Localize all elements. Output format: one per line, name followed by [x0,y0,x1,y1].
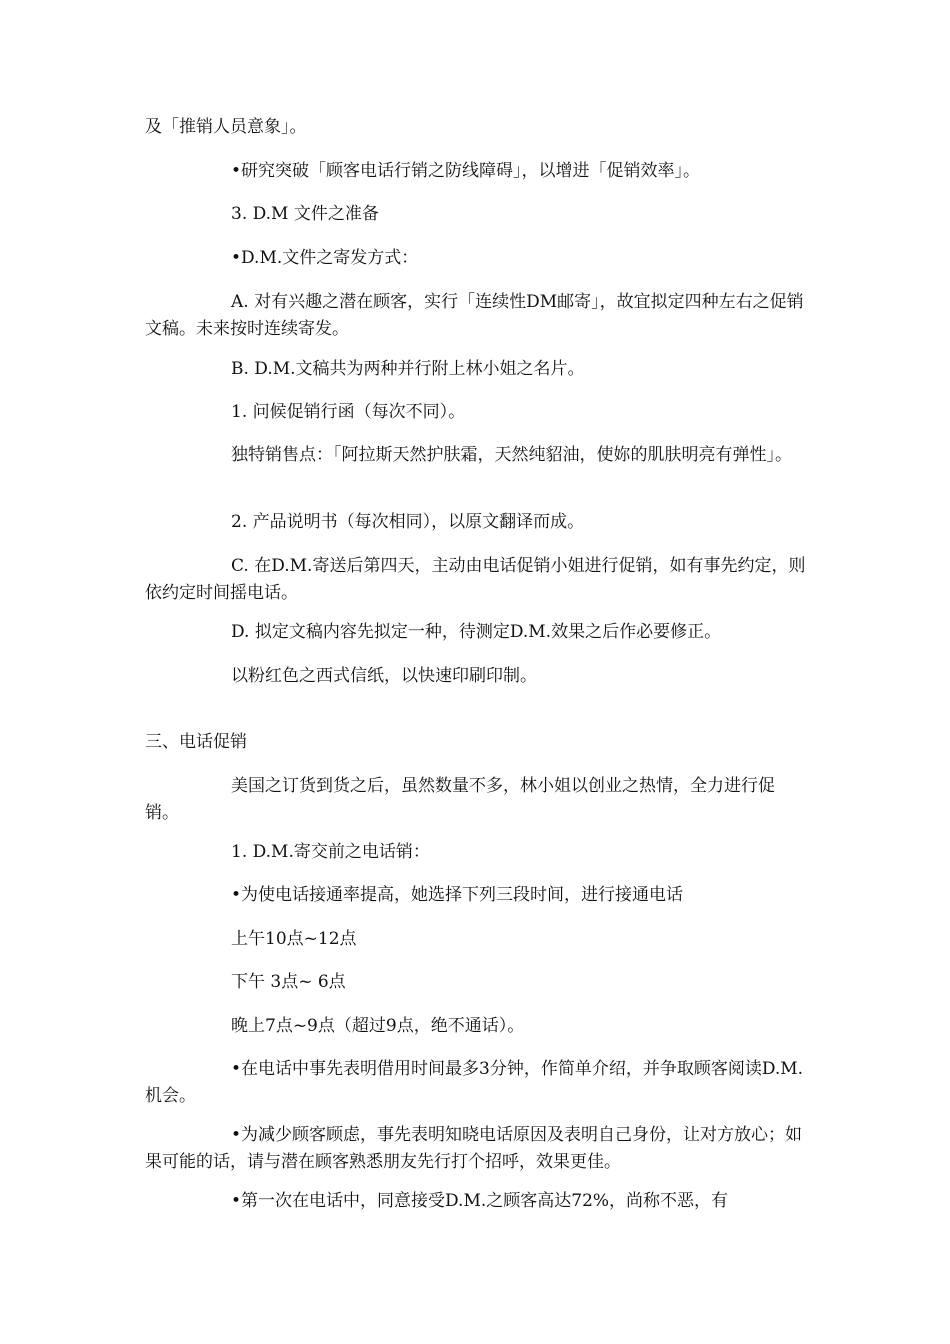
time-slot-line: 下午 3点~ 6点 [231,972,346,992]
list-paragraph: C. 在D.M.寄送后第四天，主动由电话促销小姐进行促销，如有事先约定，则依约定时间摇电话。 [145,556,806,603]
paragraph-line: 及「推销人员意象」。 [145,117,307,137]
time-slot-line: 晚上7点~9点（超过9点，绝不通话）。 [231,1016,525,1036]
list-paragraph: 1. 问候促销行函（每次不同）。 [231,402,466,422]
list-paragraph: 2. 产品说明书（每次相同），以原文翻译而成。 [231,512,585,532]
body-paragraph: 美国之订货到货之后，虽然数量不多，林小姐以创业之热情，全力进行促销。 [145,776,775,823]
section-heading: 三、电话促销 [145,732,247,752]
time-slot-line: 上午10点~12点 [231,929,357,949]
bullet-paragraph: •研究突破「顾客电话行销之防线障碍」，以增进「促销效率」。 [231,161,701,181]
body-paragraph: 独特销售点：「阿拉斯天然护肤霜，天然纯貂油，使妳的肌肤明亮有弹性」。 [231,445,792,465]
bullet-paragraph: •为减少顾客顾虑，事先表明知晓电话原因及表明自己身份，让对方放心；如果可能的话，请与潜在顾客熟悉朋友先行打个招呼，效果更佳。 [145,1125,803,1172]
list-paragraph: B. D.M.文稿共为两种并行附上林小姐之名片。 [231,359,585,379]
bullet-paragraph: •D.M.文件之寄发方式： [231,248,419,268]
list-paragraph: A. 对有兴趣之潜在顾客，实行「连续性DM邮寄」，故宜拟定四种左右之促销文稿。未来按时连续寄发。 [145,292,804,339]
bullet-paragraph: •第一次在电话中，同意接受D.M.之顾客高达72%，尚称不恶，有 [231,1191,729,1211]
bullet-paragraph: •在电话中事先表明借用时间最多3分钟，作简单介绍，并争取顾客阅读D.M.机会。 [145,1059,804,1106]
bullet-paragraph: •为使电话接通率提高，她选择下列三段时间，进行接通电话 [231,885,684,905]
list-paragraph: D. 拟定文稿内容先拟定一种，待测定D.M.效果之后作必要修正。 [231,622,722,642]
list-paragraph: 1. D.M.寄交前之电话销： [231,842,430,862]
section-item: 3. D.M 文件之准备 [231,204,379,224]
body-paragraph: 以粉红色之西式信纸，以快速印刷印制。 [231,666,537,686]
